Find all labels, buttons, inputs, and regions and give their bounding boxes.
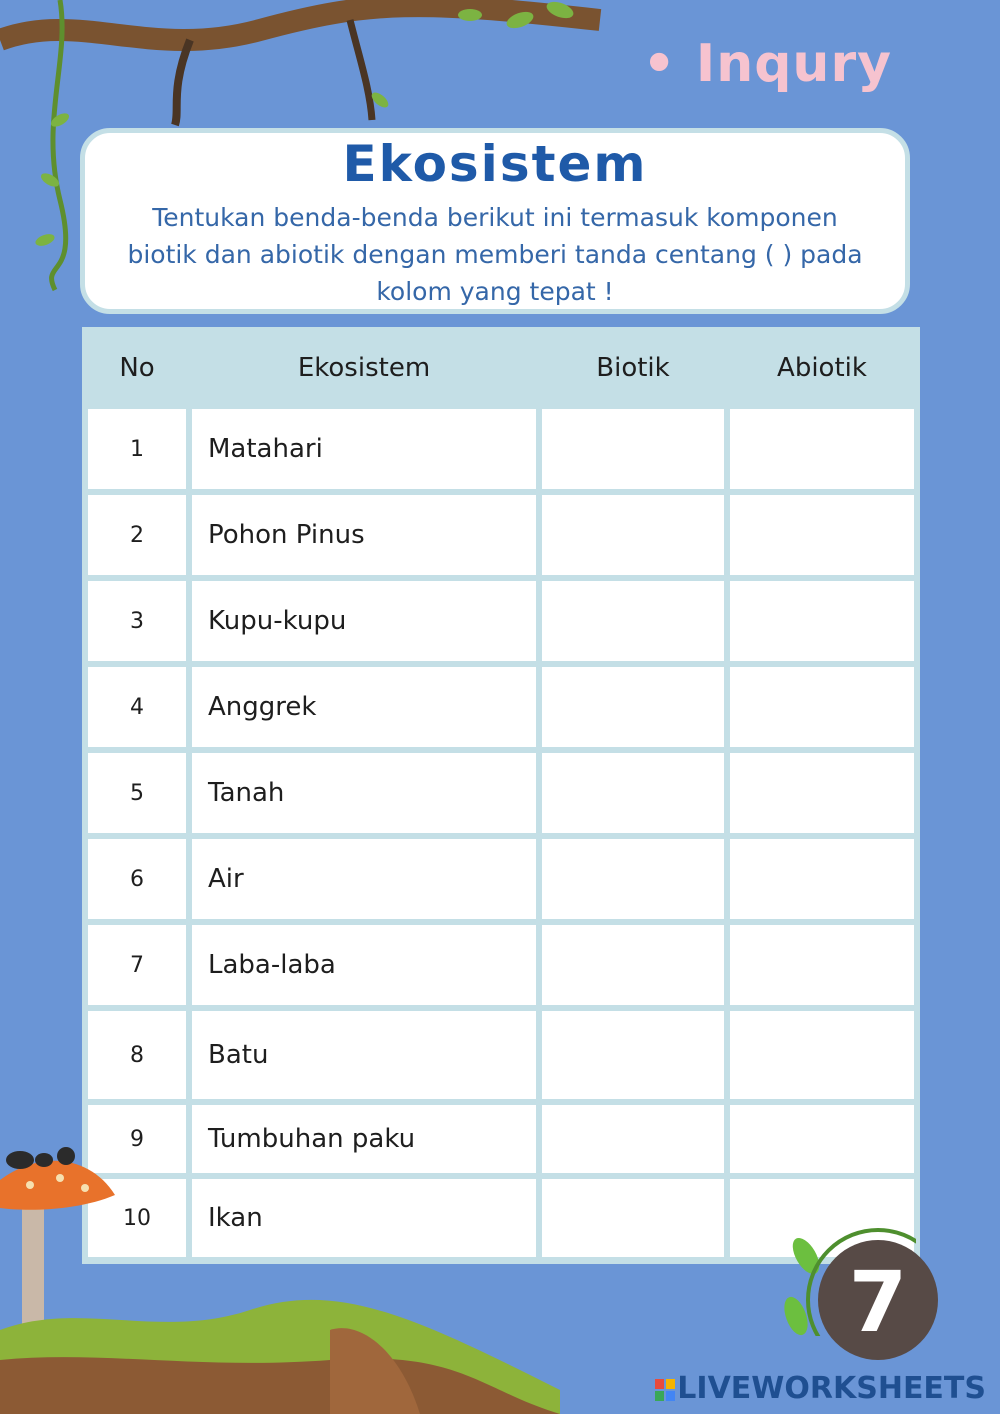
abiotik-answer-cell[interactable] xyxy=(730,839,914,919)
row-number: 3 xyxy=(88,581,186,661)
abiotik-answer-cell[interactable] xyxy=(730,409,914,489)
biotik-answer-cell[interactable] xyxy=(542,1179,724,1257)
biotik-answer-cell[interactable] xyxy=(542,1011,724,1099)
table-row xyxy=(88,1105,914,1173)
abiotik-answer-cell[interactable] xyxy=(730,667,914,747)
header-no: No xyxy=(88,333,186,403)
abiotik-answer-cell[interactable] xyxy=(730,1011,914,1099)
row-number: 1 xyxy=(88,409,186,489)
table-row xyxy=(88,667,914,747)
row-item: Laba-laba xyxy=(192,925,536,1005)
row-item: Anggrek xyxy=(192,667,536,747)
biotik-answer-cell[interactable] xyxy=(542,409,724,489)
biotik-answer-cell[interactable] xyxy=(542,753,724,833)
biotik-answer-cell[interactable] xyxy=(542,1105,724,1173)
table-row xyxy=(88,1011,914,1099)
instruction-card xyxy=(80,128,910,314)
row-item: Pohon Pinus xyxy=(192,495,536,575)
table-header-row xyxy=(88,333,914,403)
row-number: 6 xyxy=(88,839,186,919)
biotik-answer-cell[interactable] xyxy=(542,667,724,747)
row-number: 5 xyxy=(88,753,186,833)
header-biotik: Biotik xyxy=(542,333,724,403)
abiotik-answer-cell[interactable] xyxy=(730,495,914,575)
row-item: Batu xyxy=(192,1011,536,1099)
table-row xyxy=(88,581,914,661)
ground-grass-decoration xyxy=(0,1290,560,1414)
table-row xyxy=(88,409,914,489)
row-item: Tumbuhan paku xyxy=(192,1105,536,1173)
row-number: 9 xyxy=(88,1105,186,1173)
biotik-answer-cell[interactable] xyxy=(542,495,724,575)
row-number: 4 xyxy=(88,667,186,747)
instruction-text: Tentukan benda-benda berikut ini termasuk komponen biotik dan abiotik dengan memberi tanda centang ( ) pada kolom yang tepat ! xyxy=(127,203,863,306)
liveworksheets-icon xyxy=(655,1379,675,1401)
abiotik-answer-cell[interactable] xyxy=(730,581,914,661)
row-item: Matahari xyxy=(192,409,536,489)
row-number: 8 xyxy=(88,1011,186,1099)
row-number: 7 xyxy=(88,925,186,1005)
row-item: Tanah xyxy=(192,753,536,833)
brand-text: LIVEWORKSHEETS xyxy=(677,1371,986,1406)
table-row xyxy=(88,753,914,833)
row-number: 2 xyxy=(88,495,186,575)
page-number-badge: 7 xyxy=(818,1240,938,1360)
header-abiotik: Abiotik xyxy=(730,333,914,403)
header-ekosistem: Ekosistem xyxy=(192,333,536,403)
row-item: Kupu-kupu xyxy=(192,581,536,661)
page-title: Ekosistem xyxy=(342,135,648,193)
table-row xyxy=(88,839,914,919)
biotik-answer-cell[interactable] xyxy=(542,925,724,1005)
ecosystem-table xyxy=(82,327,920,1264)
row-number: 10 xyxy=(88,1179,186,1257)
liveworksheets-logo xyxy=(655,1371,986,1406)
biotik-answer-cell[interactable] xyxy=(542,581,724,661)
biotik-answer-cell[interactable] xyxy=(542,839,724,919)
abiotik-answer-cell[interactable] xyxy=(730,753,914,833)
abiotik-answer-cell[interactable] xyxy=(730,1105,914,1173)
abiotik-answer-cell[interactable] xyxy=(730,925,914,1005)
table-row xyxy=(88,495,914,575)
row-item: Air xyxy=(192,839,536,919)
inquiry-label: • Inqury xyxy=(642,34,892,94)
row-item: Ikan xyxy=(192,1179,536,1257)
table-row xyxy=(88,925,914,1005)
